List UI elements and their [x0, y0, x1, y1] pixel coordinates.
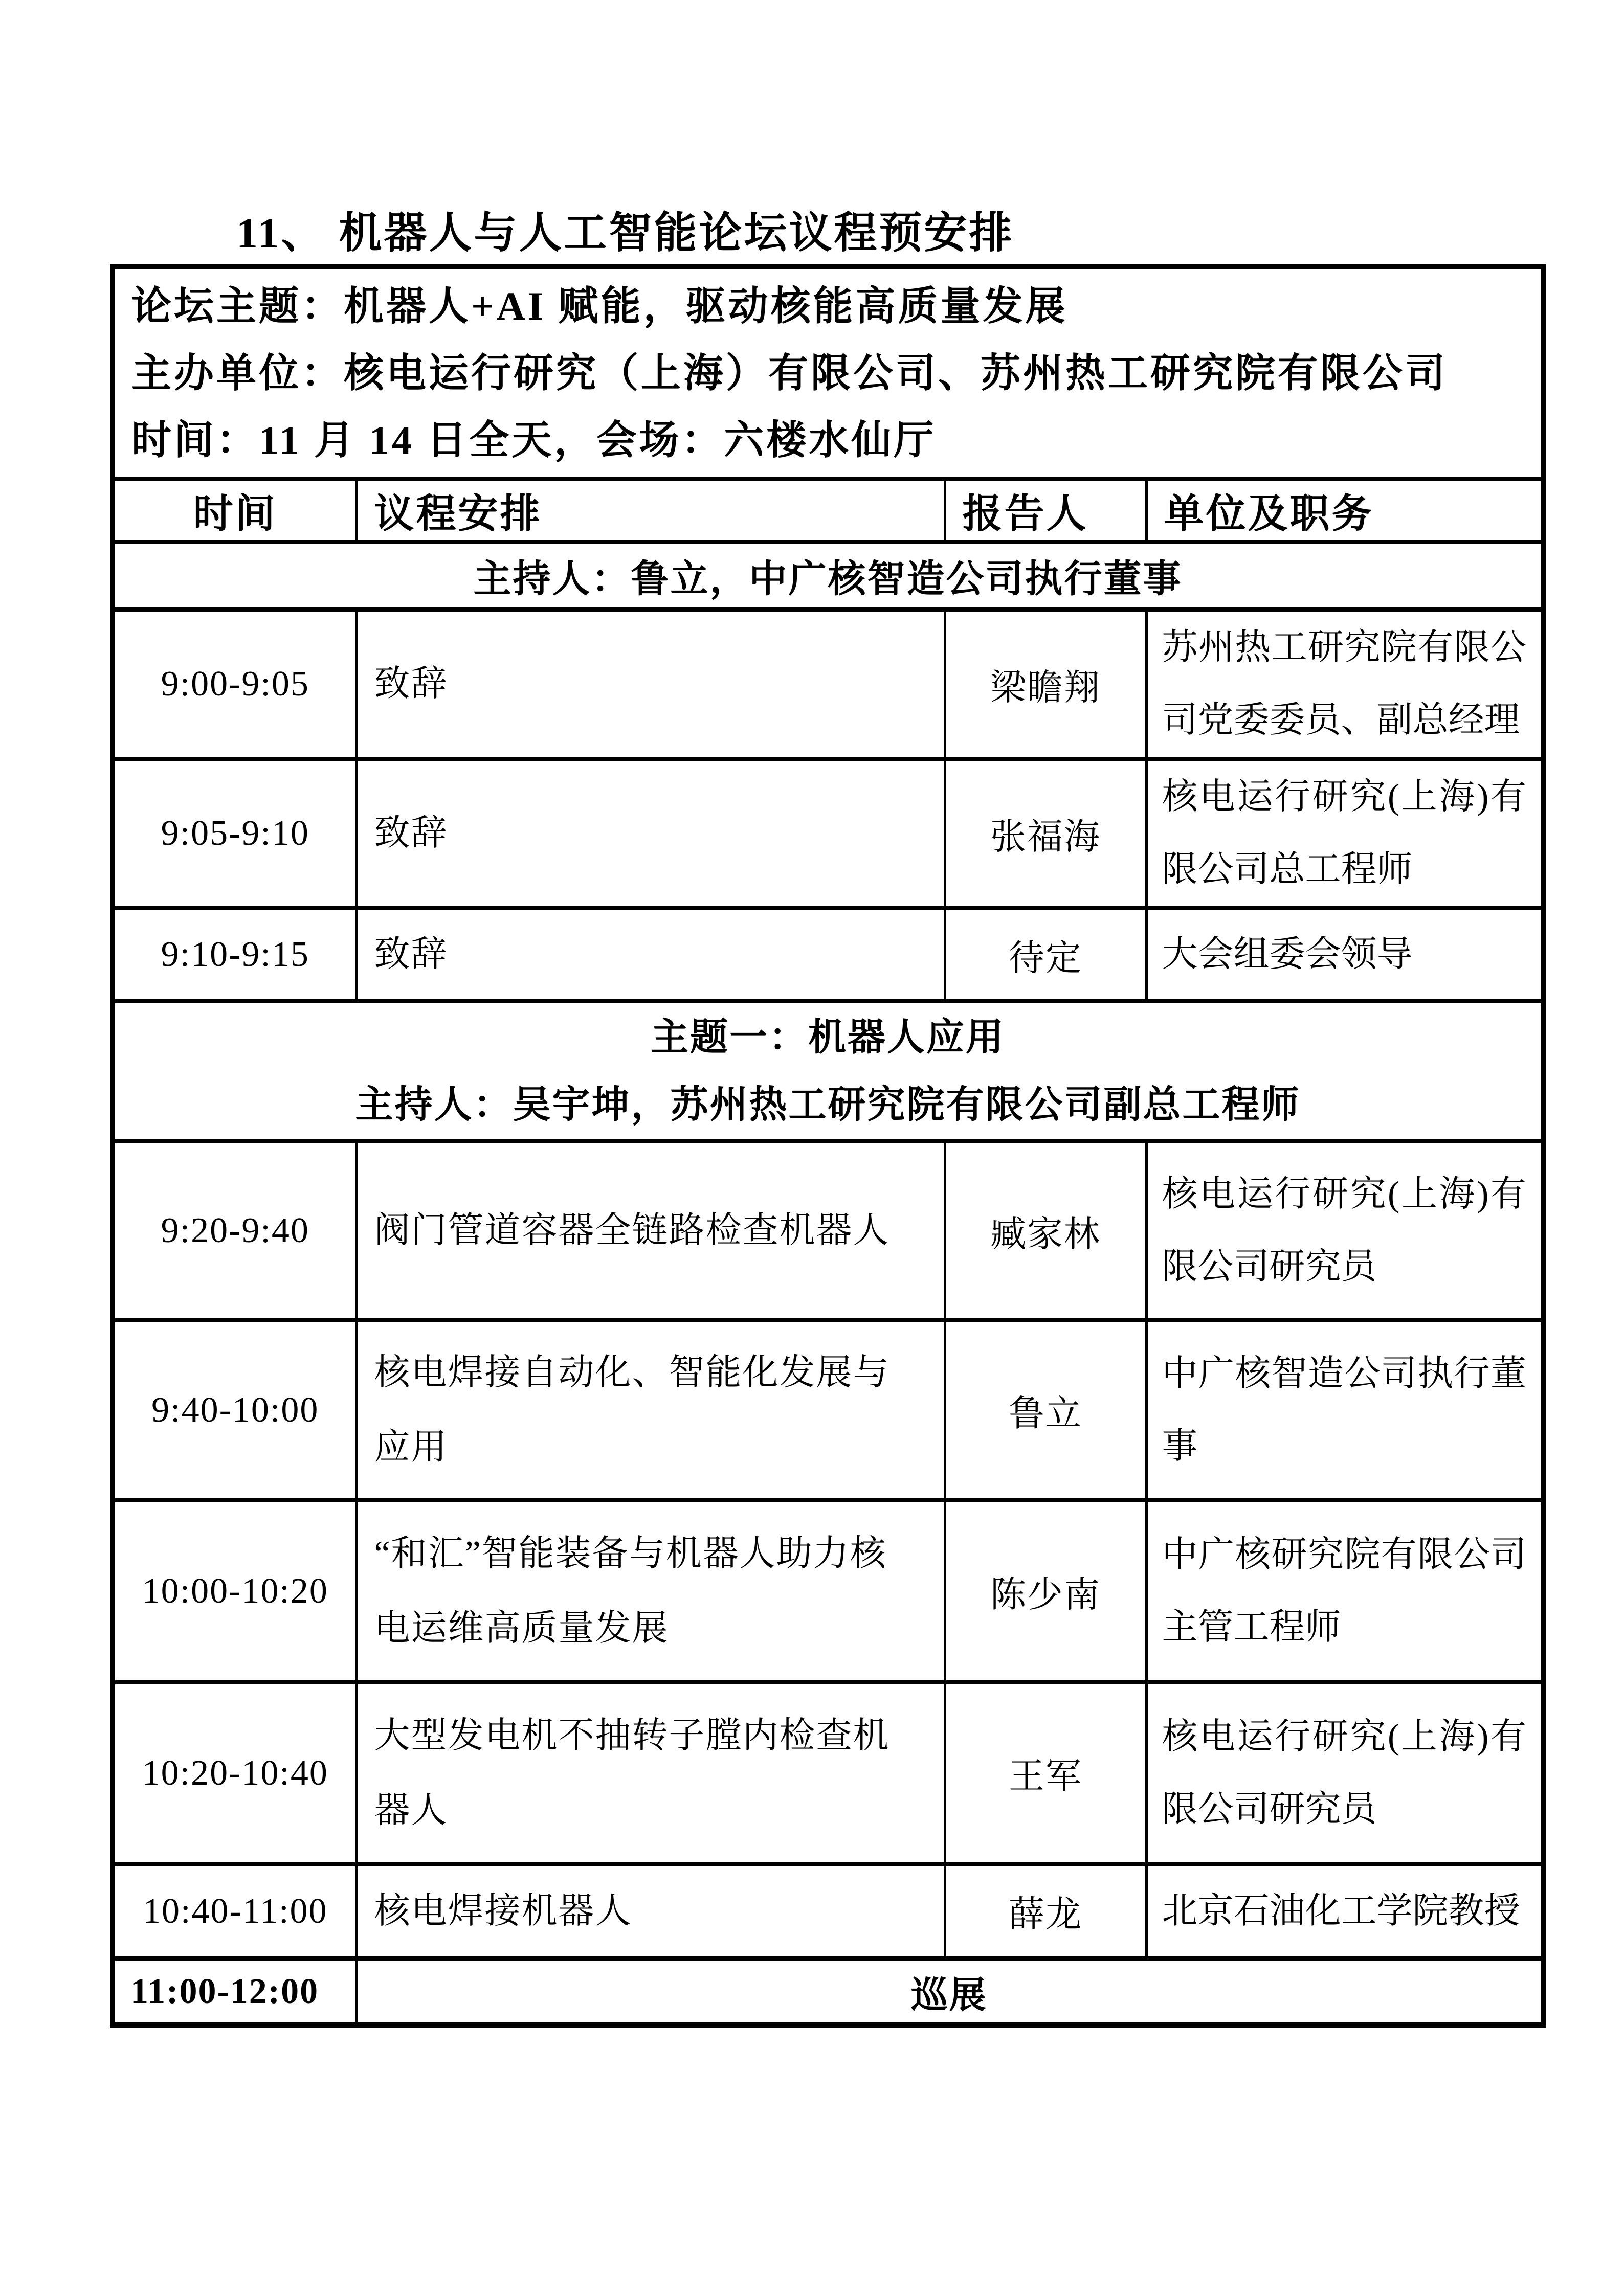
speaker-cell: 臧家林: [945, 1141, 1146, 1320]
speaker-cell: 陈少南: [945, 1500, 1146, 1682]
column-header-time: 时间: [113, 479, 357, 542]
speaker-cell: 王军: [945, 1682, 1146, 1864]
exhibition-cell: 巡展: [357, 1959, 1543, 2025]
table-row: [113, 759, 1543, 908]
forum-organizer: 主办单位：核电运行研究（上海）有限公司、苏州热工研究院有限公司: [131, 351, 1448, 395]
session-header-row: [113, 1001, 1543, 1141]
column-header-speaker: 报告人: [945, 479, 1146, 542]
speaker-cell: 张福海: [945, 759, 1146, 908]
affiliation-cell: 大会组委会领导: [1146, 908, 1543, 1001]
time-cell: 9:20-9:40: [113, 1141, 357, 1320]
page-title: 11、 机器人与人工智能论坛议程预安排: [236, 210, 1014, 257]
agenda-cell: “和汇”智能装备与机器人助力核电运维高质量发展: [357, 1500, 945, 1682]
agenda-table: [110, 264, 1546, 2028]
table-row: [113, 1320, 1543, 1500]
speaker-cell: 鲁立: [945, 1320, 1146, 1500]
affiliation-cell: 核电运行研究(上海)有限公司研究员: [1146, 1682, 1543, 1864]
time-cell: 10:20-10:40: [113, 1682, 357, 1864]
affiliation-cell: 核电运行研究(上海)有限公司研究员: [1146, 1141, 1543, 1320]
time-cell: 10:00-10:20: [113, 1500, 357, 1682]
agenda-cell: 致辞: [357, 610, 945, 759]
forum-theme: 论坛主题：机器人+AI 赋能，驱动核能高质量发展: [131, 284, 1068, 328]
table-row: [113, 1141, 1543, 1320]
affiliation-cell: 苏州热工研究院有限公司党委委员、副总经理: [1146, 610, 1543, 759]
speaker-cell: 梁瞻翔: [945, 610, 1146, 759]
column-header-row: [113, 479, 1543, 542]
forum-info-row: [113, 267, 1543, 479]
column-header-agenda: 议程安排: [357, 479, 945, 542]
agenda-cell: 致辞: [357, 759, 945, 908]
table-row: [113, 1864, 1543, 1959]
agenda-cell: 核电焊接自动化、智能化发展与应用: [357, 1320, 945, 1500]
affiliation-cell: 中广核研究院有限公司主管工程师: [1146, 1500, 1543, 1682]
forum-info-cell: [113, 267, 1543, 479]
affiliation-cell: 中广核智造公司执行董事: [1146, 1320, 1543, 1500]
table-row: [113, 1682, 1543, 1864]
time-cell: 11:00-12:00: [113, 1959, 357, 2025]
time-cell: 9:00-9:05: [113, 610, 357, 759]
session-header-cell: [113, 1001, 1543, 1141]
opening-moderator-row: [113, 542, 1543, 610]
speaker-cell: 薛龙: [945, 1864, 1146, 1959]
agenda-cell: 核电焊接机器人: [357, 1864, 945, 1959]
affiliation-cell: 核电运行研究(上海)有限公司总工程师: [1146, 759, 1543, 908]
time-cell: 9:10-9:15: [113, 908, 357, 1001]
column-header-affiliation: 单位及职务: [1146, 479, 1543, 542]
agenda-cell: 大型发电机不抽转子膛内检查机器人: [357, 1682, 945, 1864]
table-row: [113, 610, 1543, 759]
time-cell: 9:05-9:10: [113, 759, 357, 908]
session-topic: 主题一：机器人应用: [651, 1017, 1005, 1059]
opening-moderator-cell: 主持人：鲁立，中广核智造公司执行董事: [113, 542, 1543, 610]
exhibition-row: [113, 1959, 1543, 2025]
session-moderator: 主持人：吴宇坤，苏州热工研究院有限公司副总工程师: [355, 1084, 1301, 1126]
table-row: [113, 908, 1543, 1001]
time-cell: 9:40-10:00: [113, 1320, 357, 1500]
affiliation-cell: 北京石油化工学院教授: [1146, 1864, 1543, 1959]
table-row: [113, 1500, 1543, 1682]
time-cell: 10:40-11:00: [113, 1864, 357, 1959]
forum-time-venue: 时间：11 月 14 日全天，会场：六楼水仙厅: [131, 418, 937, 462]
agenda-cell: 阀门管道容器全链路检查机器人: [357, 1141, 945, 1320]
agenda-cell: 致辞: [357, 908, 945, 1001]
speaker-cell: 待定: [945, 908, 1146, 1001]
